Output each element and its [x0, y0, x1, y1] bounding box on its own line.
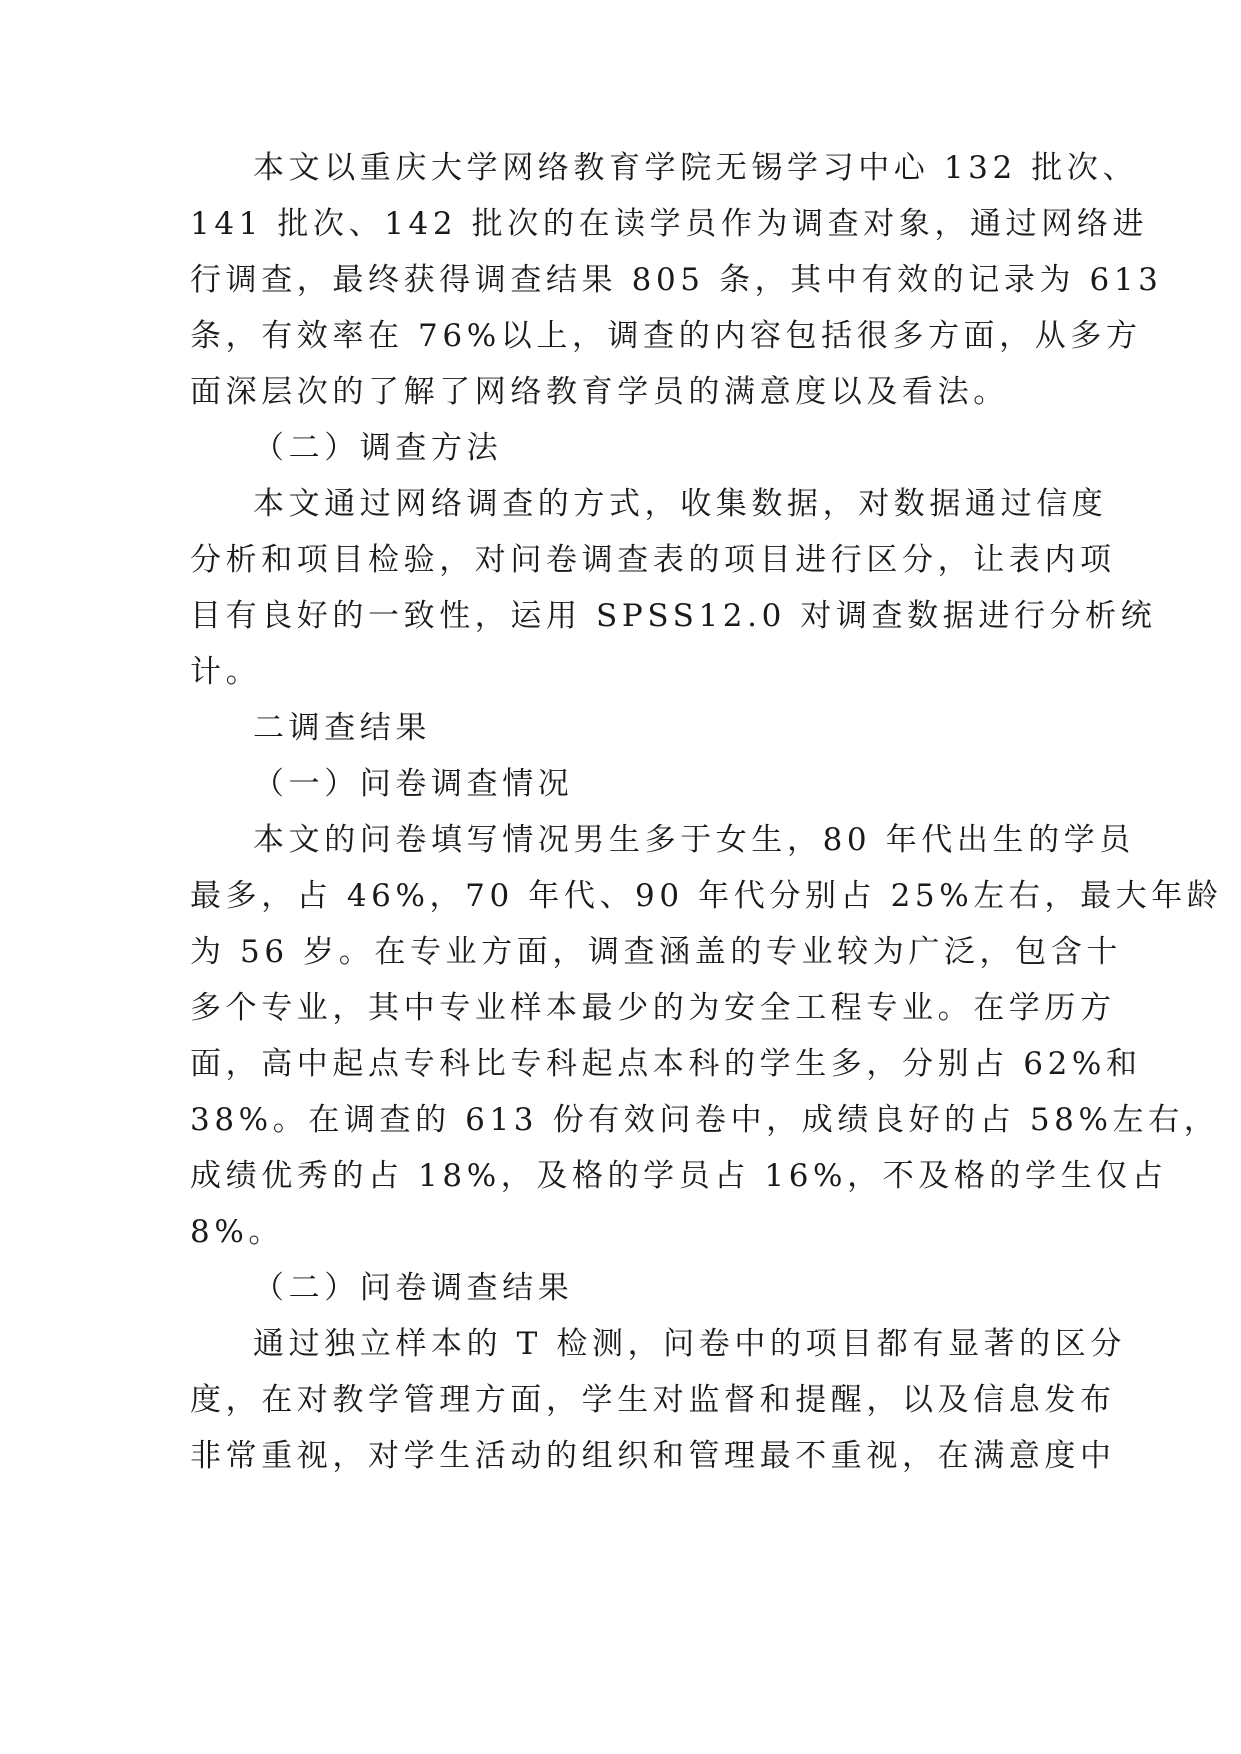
- paragraph-line: 度，在对教学管理方面，学生对监督和提醒，以及信息发布: [190, 1382, 1116, 1418]
- paragraph-line: 目有良好的一致性，运用 SPSS12.0 对调查数据进行分析统: [190, 598, 1157, 634]
- paragraph-line: 成绩优秀的占 18%，及格的学员占 16%，不及格的学生仅占: [190, 1158, 1168, 1194]
- section-heading: （一）问卷调查情况: [253, 766, 574, 802]
- paragraph-line: 本文的问卷填写情况男生多于女生，80 年代出生的学员: [253, 822, 1135, 858]
- paragraph-line: 非常重视，对学生活动的组织和管理最不重视，在满意度中: [190, 1438, 1116, 1474]
- paragraph-line: 面，高中起点专科比专科起点本科的学生多，分别占 62%和: [190, 1046, 1142, 1082]
- paragraph-line: 计。: [190, 654, 262, 690]
- paragraph-line: 本文以重庆大学网络教育学院无锡学习中心 132 批次、: [253, 150, 1139, 186]
- paragraph-line: 分析和项目检验，对问卷调查表的项目进行区分，让表内项: [190, 542, 1116, 578]
- paragraph-line: 条，有效率在 76%以上，调查的内容包括很多方面，从多方: [190, 318, 1142, 354]
- paragraph-line: 行调查，最终获得调查结果 805 条，其中有效的记录为 613: [190, 262, 1163, 298]
- paragraph-line: 本文通过网络调查的方式，收集数据，对数据通过信度: [253, 486, 1108, 522]
- paragraph-line: 8%。: [190, 1214, 284, 1250]
- paragraph-line: 最多，占 46%，70 年代、90 年代分别占 25%左右，最大年龄: [190, 878, 1223, 914]
- paragraph-line: 141 批次、142 批次的在读学员作为调查对象，通过网络进: [190, 206, 1149, 242]
- paragraph-line: 38%。在调查的 613 份有效问卷中，成绩良好的占 58%左右，: [190, 1102, 1220, 1138]
- paragraph-line: 为 56 岁。在专业方面，调查涵盖的专业较为广泛，包含十: [190, 934, 1122, 970]
- paragraph-line: 通过独立样本的 T 检测，问卷中的项目都有显著的区分: [253, 1326, 1126, 1362]
- section-heading: （二）问卷调查结果: [253, 1270, 574, 1306]
- chapter-heading: 二调查结果: [253, 710, 431, 746]
- section-heading: （二）调查方法: [253, 430, 503, 466]
- paragraph-line: 多个专业，其中专业样本最少的为安全工程专业。在学历方: [190, 990, 1116, 1026]
- paragraph-line: 面深层次的了解了网络教育学员的满意度以及看法。: [190, 374, 1009, 410]
